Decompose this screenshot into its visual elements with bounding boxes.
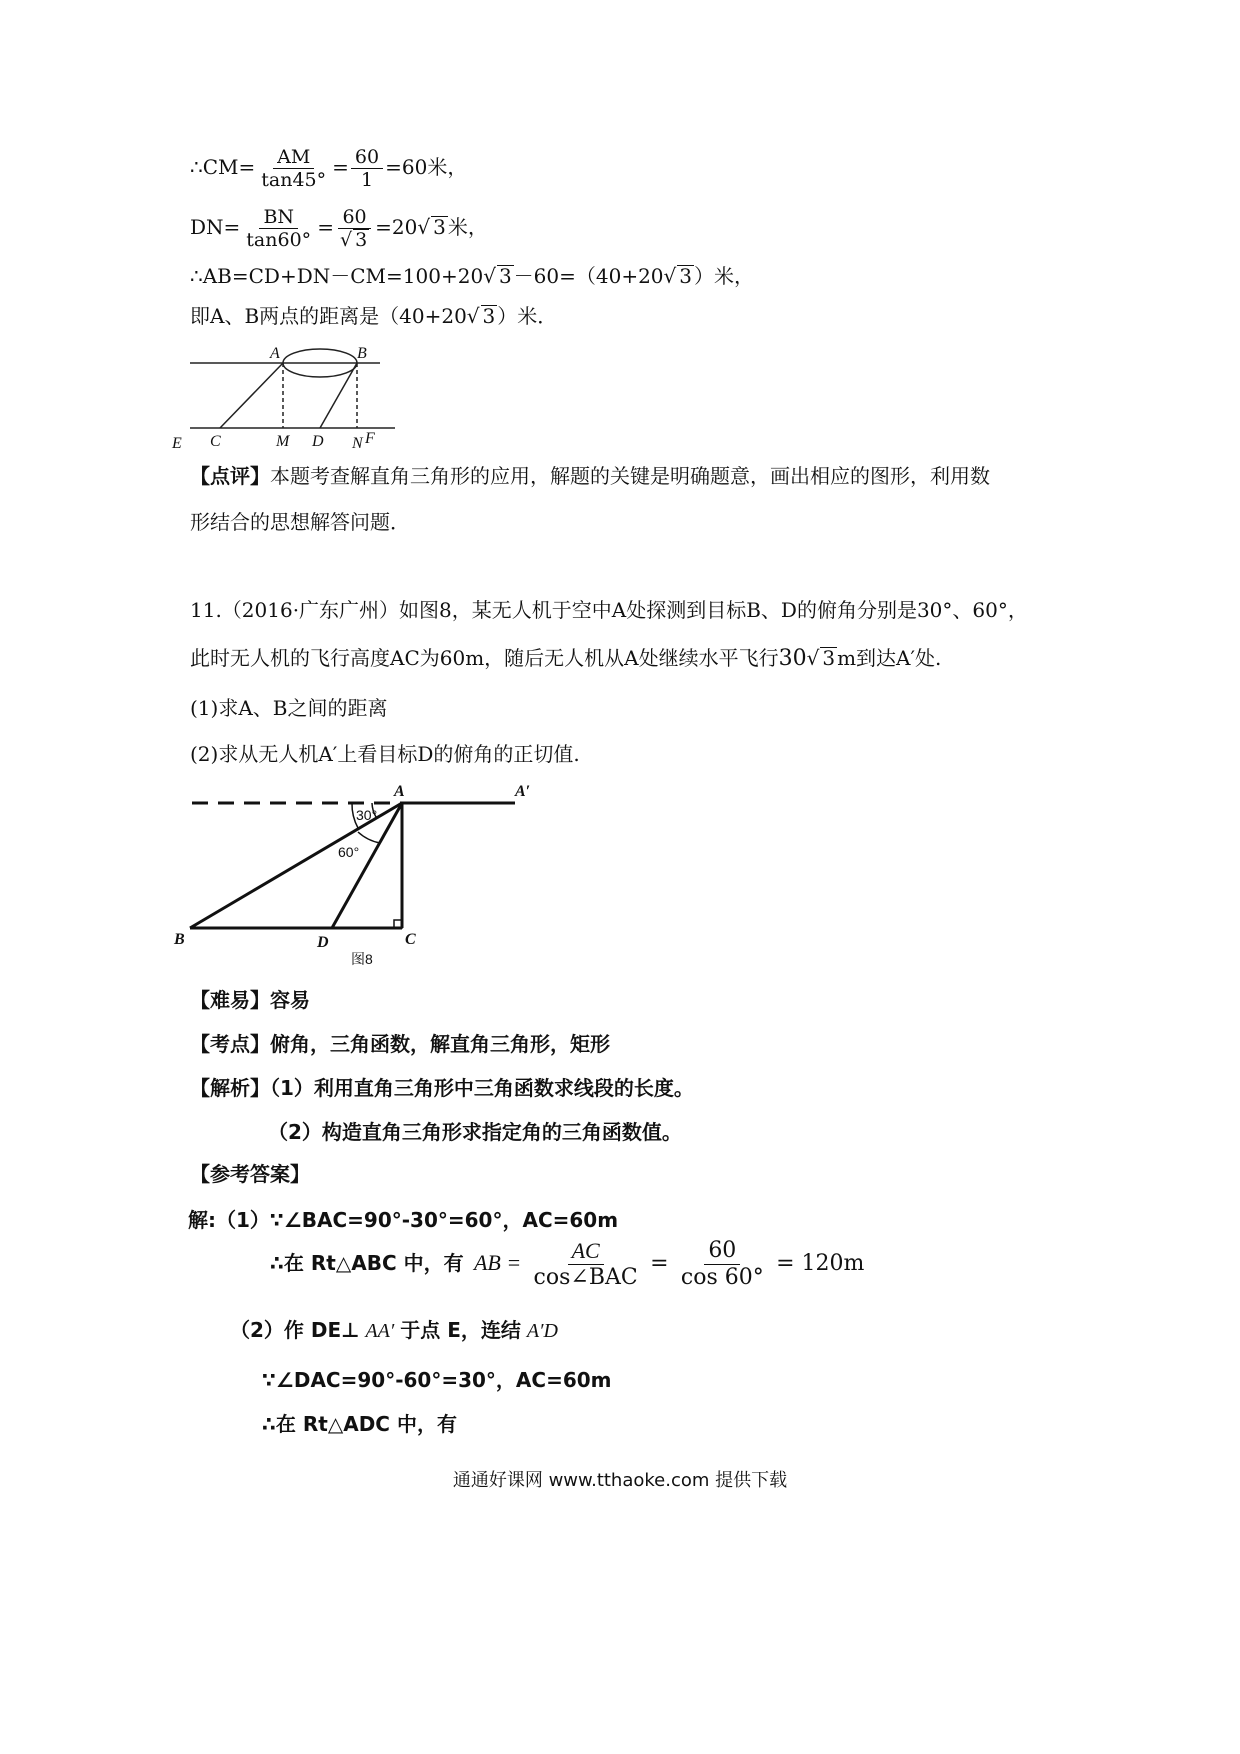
analysis-line-2: （2）构造直角三角形求指定角的三角函数值。 <box>268 1120 682 1144</box>
fig8-angle-30: 30° <box>356 807 378 823</box>
comment-label: 【点评】 <box>190 464 270 488</box>
solution-line-dn: DN= $\frac{BN}{\tan 60^\circ}$ = $\frac{60}{√ 3}$ =20√ 3 米， <box>190 206 488 251</box>
topics-line: 【考点】俯角，三角函数，解直角三角形，矩形 <box>190 1032 610 1056</box>
answer-step-4: ∵∠DAC=90°-60°=30°，AC=60m <box>262 1368 612 1392</box>
fig1-label-f: F <box>365 430 375 447</box>
answer-label: 【参考答案】 <box>190 1162 310 1186</box>
fraction-60-cos60: $\frac{60}{\cos 60^\circ}$ <box>680 1238 764 1290</box>
figure-8-drone-diagram <box>174 780 600 975</box>
page-footer: 通通好课网 www.tthaoke.com 提供下载 <box>452 1470 788 1491</box>
problem11-question-1: (1)求A、B之间的距离 <box>190 696 388 720</box>
solution-line-ab: ∴AB=CD+DN－CM=100+20√ 3 －60=（40+20√ 3 ）米， <box>190 264 755 288</box>
comment-line-1: 【点评】本题考查解直角三角形的应用，解题的关键是明确题意，画出相应的图形，利用数 <box>190 464 990 488</box>
fig8-label-c: C <box>405 931 416 948</box>
solution-line-cm: ∴CM= $\frac{AM}{\tan 45^\circ}$ = $\frac{60}{1}$ =60米， <box>190 146 468 191</box>
fig8-label-a: A <box>394 783 405 800</box>
fig1-label-b: B <box>357 345 367 362</box>
fraction: $\frac{BN}{\tan 60^\circ}$ <box>246 206 312 251</box>
fig1-label-c: C <box>210 433 221 450</box>
solution-line-conclusion: 即A、B两点的距离是（40+20√ 3 ）米． <box>190 304 558 328</box>
fraction: $\frac{60}{√ 3}$ <box>336 206 373 251</box>
fig8-caption: 图8 <box>351 951 373 967</box>
problem11-question-2: (2)求从无人机A′上看目标D的俯角的正切值. <box>190 742 580 766</box>
fig8-label-d: D <box>317 934 329 951</box>
fraction: $\frac{60}{1}$ <box>351 146 383 191</box>
difficulty-line: 【难易】容易 <box>190 988 310 1012</box>
fig8-angle-60: 60° <box>338 844 360 860</box>
fraction: $\frac{AM}{\tan 45^\circ}$ <box>261 146 327 191</box>
comment-line-2: 形结合的思想解答问题． <box>190 510 410 534</box>
fig8-label-b: B <box>174 931 185 948</box>
answer-step-3: （2）作 DE⊥ AA′ 于点 E，连结 A′D <box>230 1318 558 1342</box>
fig1-label-e: E <box>172 435 182 452</box>
answer-step-5: ∴在 Rt△ADC 中，有 <box>262 1412 457 1436</box>
fig1-label-d: D <box>312 433 324 450</box>
answer-step-1: 解:（1）∵∠BAC=90°-30°=60°，AC=60m <box>188 1208 619 1232</box>
fraction-ac-cos-bac: $\frac{AC}{\text{cos∠BAC}}$ <box>533 1238 638 1290</box>
fig1-label-a: A <box>270 345 280 362</box>
fig8-label-a-prime: A′ <box>515 783 531 800</box>
fig1-label-m: M <box>276 433 290 450</box>
fig1-label-n: N <box>352 435 363 452</box>
figure-lake-diagram <box>172 340 410 455</box>
answer-step-2: ∴在 Rt△ABC 中，有 AB = $\frac{AC}{\text{cos∠BAC}}$ = $\frac{60}{\cos 60^\circ}$ = 120m <box>270 1238 865 1290</box>
problem11-line-1: 11.（2016·广东广州）如图8，某无人机于空中A处探测到目标B、D的俯角分别是30°、60°， <box>190 598 1028 622</box>
analysis-line-1: 【解析】（1）利用直角三角形中三角函数求线段的长度。 <box>190 1076 694 1100</box>
problem11-line-2: 此时无人机的飞行高度AC为60m，随后无人机从A处继续水平飞行30√ 3 m到达A′处. <box>190 646 942 671</box>
